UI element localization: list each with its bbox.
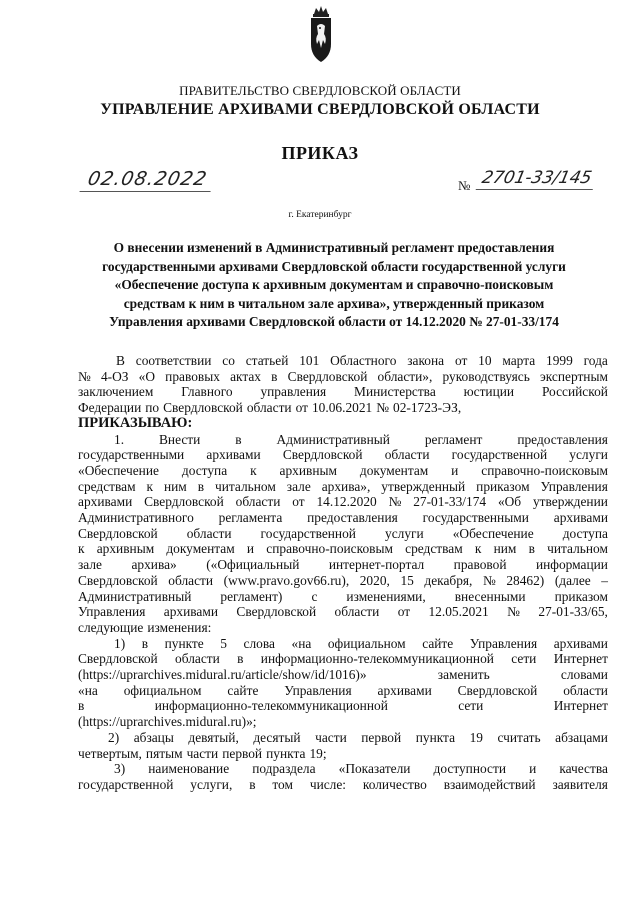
order-body [78, 353, 608, 793]
body-line: «на официальном сайте Управления архивами Свердловской области [78, 682, 608, 698]
body-line: государственными архивами Свердловской области государственной услуги [78, 447, 608, 463]
city-label: г. Екатеринбург [288, 210, 352, 220]
body-line: (https://uprarchives.midural.ru)»; [78, 714, 257, 730]
body-line: Административного регламента предоставления государственными архивами [78, 510, 608, 526]
order-date: 02.08.2022 [79, 168, 215, 192]
coat-of-arms-icon [306, 4, 336, 70]
body-line: № 4-ОЗ «О правовых актах в Свердловской области», руководствуясь экспертным [78, 368, 608, 384]
document-type: ПРИКАЗ [281, 143, 359, 163]
number-sign: № [458, 178, 471, 193]
subject-line: Управления архивами Свердловской области от 14.12.2020 № 27-01-33/174 [109, 314, 559, 329]
body-line: зале архива» («Официальный интернет-портал правовой информации [78, 557, 608, 573]
subject-line: средствам к ним в читальном зале архива», утвержденный приказом [123, 295, 545, 311]
body-line: Федерации по Свердловской области от 10.06.2021 № 02-1723-ЭЗ, [78, 400, 462, 416]
body-line: 1) в пункте 5 слова «на официальном сайте Управления архивами [114, 635, 608, 651]
body-line: государственной услуги, в том числе: количество взаимодействий заявителя [78, 776, 608, 792]
body-line: средствам к ним в читальном зале архива», утвержденный приказом Управления [78, 478, 608, 494]
subject-line: государственными архивами Свердловской области государственной услуги [102, 258, 566, 274]
order-subject [78, 239, 590, 332]
department-name: УПРАВЛЕНИЕ АРХИВАМИ СВЕРДЛОВСКОЙ ОБЛАСТИ [100, 101, 540, 118]
body-line: архивами Свердловской области от 14.12.2020 № 27-01-33/174 «Об утверждении [78, 494, 608, 510]
body-line: В соответствии со статьей 101 Областного закона от 10 марта 1999 года [116, 353, 608, 368]
body-line: следующие изменения: [78, 619, 212, 635]
body-line: 3) наименование подраздела «Показатели доступности и качества [114, 761, 608, 777]
body-line: заключением Главного управления Министерства юстиции Российской [78, 384, 608, 400]
body-line: в информационно-телекоммуникационной сети Интернет [78, 698, 608, 714]
body-line: Свердловской области (www.pravo.gov66.ru), 2020, 15 декабря, № 28462) (далее – [78, 572, 608, 588]
order-number: 2701-33/145 [476, 168, 598, 190]
body-line: Свердловской области государственной услуги «Обеспечение доступа [78, 525, 608, 541]
body-line: Свердловской области в информационно-телекоммуникационной сети Интернет [78, 651, 608, 667]
body-line: ПРИКАЗЫВАЮ: [78, 414, 193, 431]
body-line: Управления архивами Свердловской области от 12.05.2021 № 27-01-33/65, [78, 604, 608, 620]
body-line: 2) абзацы девятый, десятый части первой пункта 19 считать абзацами [108, 729, 608, 745]
subject-line: «Обеспечение доступа к архивным документам и справочно-поисковым [114, 277, 554, 292]
body-line: Административный регламент) с изменениями, внесенными приказом [78, 588, 608, 604]
body-line: 1. Внести в Административный регламент предоставления [114, 431, 608, 447]
body-line: к архивным документам и справочно-поисковым средствам к ним в читальном [78, 541, 608, 557]
body-line: (https://uprarchives.midural.ru/article/show/id/1016)» заменить словами [78, 667, 608, 683]
body-line: «Обеспечение доступа к архивным документам и справочно-поисковым [78, 462, 608, 478]
government-name: ПРАВИТЕЛЬСТВО СВЕРДЛОВСКОЙ ОБЛАСТИ [179, 83, 461, 98]
body-line: четвертым, пятым части первой пункта 19; [78, 745, 327, 761]
subject-line: О внесении изменений в Административный регламент предоставления [113, 240, 555, 255]
